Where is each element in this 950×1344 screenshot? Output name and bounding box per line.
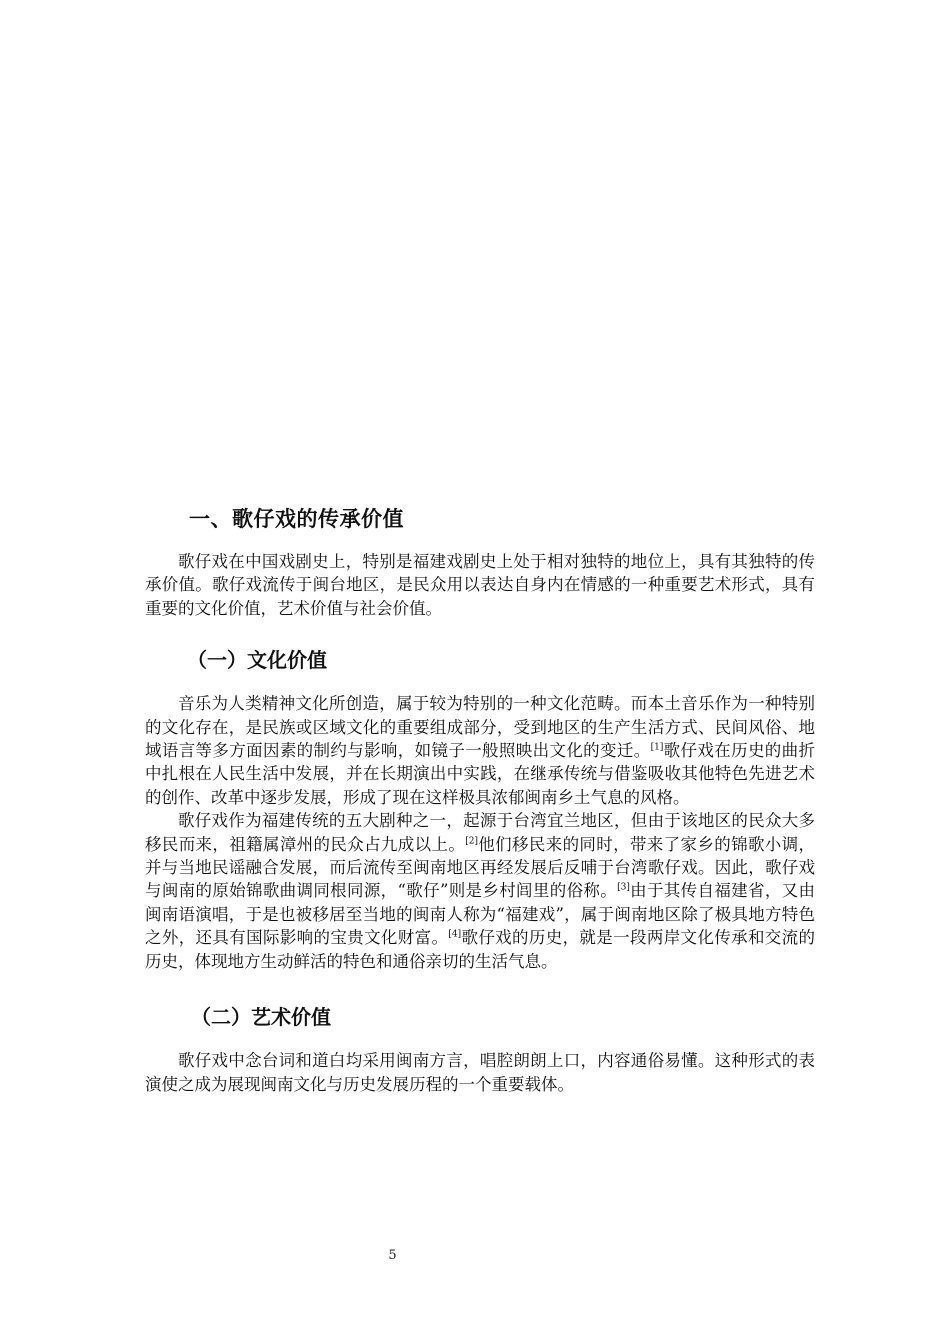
cultural-paragraph-2 bbox=[145, 809, 815, 973]
artistic-paragraph-1 bbox=[145, 1049, 815, 1096]
page-number: 5 bbox=[388, 1248, 397, 1263]
artistic-p1-text: 歌仔戏中念台词和道白均采用闽南方言，唱腔朗朗上口，内容通俗易懂。这种形式的表演使之成为展现闽南文化与历史发展历程的一个重要载体。 bbox=[145, 1051, 815, 1094]
cultural-p2-text-c: 由于其传自福建省，又由闽南语演唱，于是也被移居至当地的闽南人称为“福建戏”，属于闽南地区除了极具地方特色之外，还具有国际影响的宝贵文化财富。 bbox=[145, 881, 816, 948]
cultural-p2-text-a: 歌仔戏作为福建传统的五大剧种之一，起源于台湾宜兰地区，但由于该地区的民众大多移民而来，祖籍属漳州的民众占九成以上。 bbox=[145, 811, 815, 854]
page-content bbox=[145, 500, 815, 1096]
cultural-paragraph-1 bbox=[145, 692, 815, 809]
citation-3: [3] bbox=[617, 882, 630, 893]
artistic-value-heading: （二）艺术价值 bbox=[191, 1005, 331, 1030]
citation-4: [4] bbox=[448, 929, 462, 940]
section-title: 一、歌仔戏的传承价值 bbox=[189, 507, 404, 531]
citation-2: [2] bbox=[465, 836, 478, 847]
citation-1: [1] bbox=[650, 742, 664, 753]
cultural-p1-text-b: 歌仔戏在历史的曲折中扎根在人民生活中发展，并在长期演出中实践，在继承传统与借鉴吸收其他特色先进艺术的创作、改革中逐步发展，形成了现在这样极具浓郁闽南乡土气息的风格。 bbox=[145, 741, 816, 807]
section-intro-text: 歌仔戏在中国戏剧史上，特别是福建戏剧史上处于相对独特的地位上，具有其独特的传承价值。歌仔戏流传于闽台地区，是民众用以表达自身内在情感的一种重要艺术形式，具有重要的文化价值，艺术价值与社会价值。 bbox=[145, 552, 815, 618]
cultural-p1-text-a: 音乐为人类精神文化所创造，属于较为特别的一种文化范畴。而本土音乐作为一种特别的文化存在，是民族或区域文化的重要组成部分，受到地区的生产生活方式、民间风俗、地域语言等多方面因素的制约与影响，如镜子一般照映出文化的变迁。 bbox=[145, 694, 815, 761]
cultural-p2-text-d: 歌仔戏的历史，就是一段两岸文化传承和交流的历史，体现地方生动鲜活的特色和通俗亲切的生活气息。 bbox=[145, 928, 816, 971]
section-intro-paragraph bbox=[145, 550, 815, 620]
cultural-value-heading: （一）文化价值 bbox=[187, 648, 327, 673]
cultural-p2-text-b: 他们移民来的同时，带来了家乡的锦歌小调，并与当地民谣融合发展，而后流传至闽南地区再经发展后反哺于台湾歌仔戏。因此，歌仔戏与闽南的原始锦歌曲调同根同源，“歌仔”则是乡村闾里的俗称。 bbox=[145, 834, 816, 901]
